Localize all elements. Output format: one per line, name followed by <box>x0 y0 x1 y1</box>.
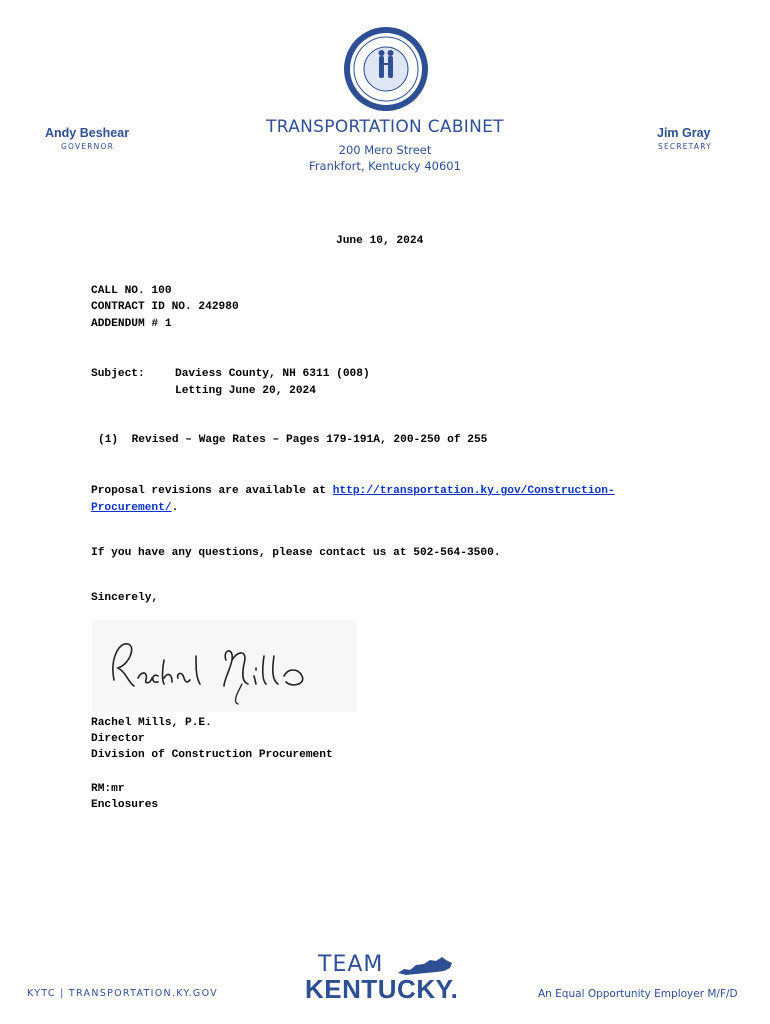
revision-item: (1) Revised – Wage Rates – Pages 179-191A, 200-250 of 255 <box>98 434 488 446</box>
agency-title: TRANSPORTATION CABINET <box>266 117 504 137</box>
closing: Sincerely, <box>91 592 159 604</box>
address-line-2: Frankfort, Kentucky 40601 <box>309 159 461 173</box>
footer-eoe: An Equal Opportunity Employer M/F/D <box>538 988 738 1000</box>
typist-initials: RM:mr <box>91 783 125 795</box>
team-kentucky-logo-bottom: KENTUCKY. <box>305 974 459 1004</box>
proposal-text: Proposal revisions are available at <box>91 485 333 497</box>
address-line-1: 200 Mero Street <box>338 143 432 157</box>
letter-date: June 10, 2024 <box>336 235 424 247</box>
proposal-end: . <box>171 501 179 514</box>
call-number: CALL NO. 100 <box>91 285 172 297</box>
subject-line-1: Daviess County, NH 6311 (008) <box>175 368 370 380</box>
secretary-role: SECRETARY <box>658 142 712 151</box>
enclosures-note: Enclosures <box>91 799 159 811</box>
signer-division: Division of Construction Procurement <box>91 749 333 761</box>
team-kentucky-logo-top: TEAM <box>318 952 384 977</box>
governor-role: GOVERNOR <box>61 142 114 151</box>
proposal-paragraph <box>91 483 701 516</box>
signature-image <box>92 620 357 712</box>
kentucky-seal-icon <box>343 26 429 112</box>
signer-title: Director <box>91 733 145 745</box>
addendum-number: ADDENDUM # 1 <box>91 318 172 330</box>
secretary-name: Jim Gray <box>657 126 711 140</box>
proposal-link[interactable]: http://transportation.ky.gov/Construction-Procurement/ <box>91 485 615 514</box>
contract-id: CONTRACT ID NO. 242980 <box>91 301 239 313</box>
questions-line: If you have any questions, please contact us at 502-564-3500. <box>91 547 501 559</box>
footer-website: KYTC | TRANSPORTATION.KY.GOV <box>27 988 218 999</box>
governor-name: Andy Beshear <box>45 126 130 140</box>
subject-line-2: Letting June 20, 2024 <box>175 385 316 397</box>
signer-name: Rachel Mills, P.E. <box>91 717 212 729</box>
subject-label: Subject: <box>91 368 145 380</box>
